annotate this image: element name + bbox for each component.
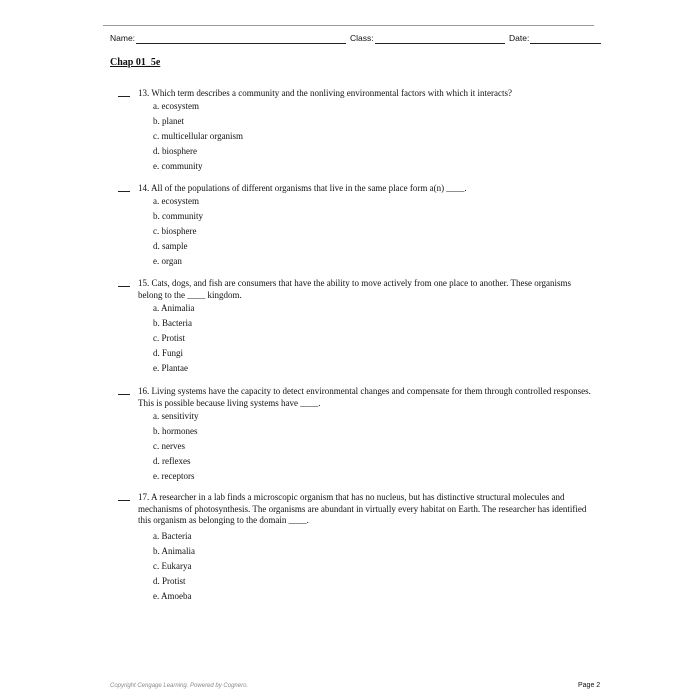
copyright-notice: Copyright Cengage Learning. Powered by Cognero. [110, 683, 249, 689]
question-stem: 15. Cats, dogs, and fish are consumers that have the ability to move actively from one place to another. These organisms belong to the ____ kingdom. [138, 278, 572, 300]
answer-options [153, 194, 203, 269]
answer-blank[interactable] [118, 492, 130, 501]
answer-options [153, 99, 243, 174]
option-d: d. biosphere [153, 146, 197, 156]
question-stem: 13. Which term describes a community and the nonliving environmental factors with which it interacts? [138, 88, 512, 98]
option-e: e. Amoeba [153, 591, 192, 601]
chapter-title: Chap 01_5e [110, 57, 161, 68]
option-c: c. Protist [153, 333, 186, 343]
option-a: a. ecosystem [153, 101, 199, 111]
question-stem: 16. Living systems have the capacity to detect environmental changes and compensate for them through controlled responses. This is possible because living systems have ____. [138, 386, 591, 408]
question-stem: 14. All of the populations of different organisms that live in the same place form a(n) ____. [138, 183, 467, 193]
option-c: c. Eukarya [153, 561, 192, 571]
date-line [530, 43, 601, 44]
option-d: d. reflexes [153, 456, 191, 466]
option-b: b. Bacteria [153, 318, 192, 328]
name-line [136, 43, 346, 44]
answer-options [153, 529, 195, 604]
answer-options [153, 409, 199, 484]
class-line [375, 43, 505, 44]
option-a: a. sensitivity [153, 411, 199, 421]
answer-options [153, 301, 195, 376]
name-label: Name: [110, 33, 136, 43]
top-rule [103, 25, 594, 26]
option-a: a. Animalia [153, 303, 195, 313]
answer-blank[interactable] [118, 278, 130, 287]
option-b: b. Animalia [153, 546, 195, 556]
question-stem: 17. A researcher in a lab finds a microscopic organism that has no nucleus, but has distinctive structural molecules and mechanisms of photosynthesis. The organisms are abundant in virtually every habitat on Earth. The researcher has identified this organism as belonging to the domain ____. [138, 492, 587, 525]
option-a: a. ecosystem [153, 196, 199, 206]
option-e: e. organ [153, 256, 182, 266]
option-e: e. Plantae [153, 363, 188, 373]
page-number: Page 2 [578, 682, 601, 689]
option-c: c. biosphere [153, 226, 197, 236]
answer-blank[interactable] [118, 386, 130, 395]
option-d: d. sample [153, 241, 188, 251]
option-e: e. receptors [153, 471, 195, 481]
date-label: Date: [509, 33, 530, 43]
answer-blank[interactable] [118, 88, 130, 97]
option-e: e. community [153, 161, 203, 171]
option-c: c. multicellular organism [153, 131, 244, 141]
answer-blank[interactable] [118, 183, 130, 192]
option-b: b. hormones [153, 426, 198, 436]
option-c: c. nerves [153, 441, 185, 451]
option-b: b. planet [153, 116, 184, 126]
option-d: d. Protist [153, 576, 186, 586]
option-d: d. Fungi [153, 348, 184, 358]
option-a: a. Bacteria [153, 531, 192, 541]
option-b: b. community [153, 211, 203, 221]
class-label: Class: [350, 33, 374, 43]
